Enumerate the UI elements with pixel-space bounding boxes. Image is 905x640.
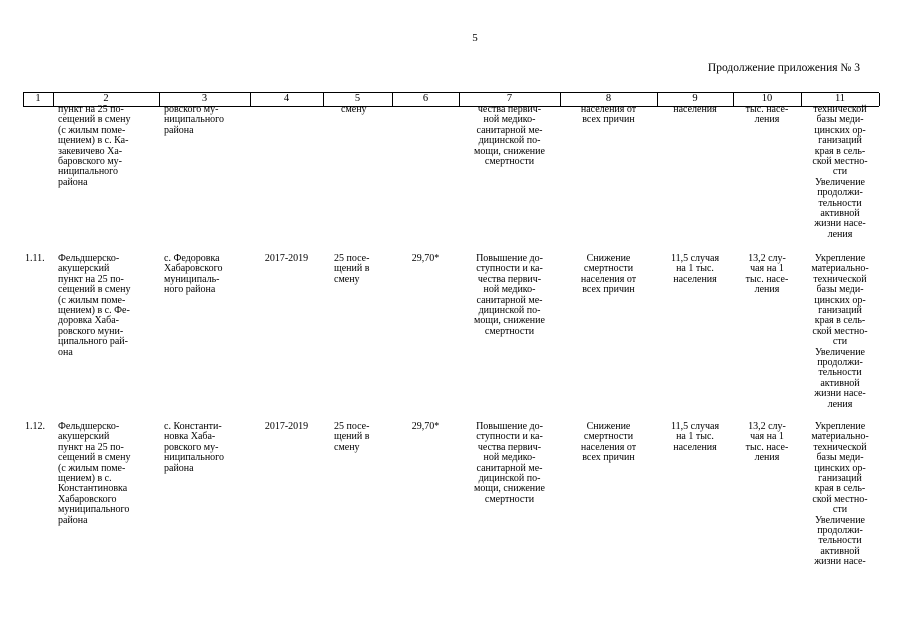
column-header-11: 11 xyxy=(834,93,846,104)
table-row-location: ровского му- ниципального района xyxy=(164,104,225,136)
column-header-1: 1 xyxy=(35,93,41,104)
table-row-location: с. Федоровка Хабаровского муниципаль- ного района xyxy=(164,253,223,296)
table-row-facility-name: пункт на 25 по- сещений в смену (с жилым поме- щением) в с. Ка- закевичево Ха- баровского му- ниципального района xyxy=(58,104,131,188)
table-row-effect: Снижение смертности населения от всех причин xyxy=(580,253,637,296)
table-row-facility-name: Фельдшерско- акушерский пункт на 25 по- сещений в смену (с жилым поме- щением) в с. Фе- доровка Хаба- ровского муни- ципального рай- она xyxy=(58,253,131,358)
page-number: 5 xyxy=(472,32,478,44)
table-row-effect: населения от всех причин xyxy=(580,104,637,126)
column-header-4: 4 xyxy=(283,93,290,104)
column-header-10: 10 xyxy=(761,93,773,104)
column-divider xyxy=(879,93,880,106)
column-header-6: 6 xyxy=(422,93,429,104)
column-header-7: 7 xyxy=(506,93,513,104)
table-row-result: технической базы меди- цинских ор- ганизаций края в сель- ской местно- сти Увеличение продолжи- тельности активной жизни насе- ления xyxy=(812,104,868,240)
table-row-years: 2017-2019 xyxy=(264,421,309,432)
column-header-9: 9 xyxy=(692,93,698,104)
column-header-5: 5 xyxy=(354,93,361,104)
table-row-indicator-2: 13,2 слу- чая на 1 тыс. насе- ления xyxy=(745,253,789,296)
table-row-capacity: смену xyxy=(341,104,367,115)
table-row-result: Укрепление материально- технической базы меди- цинских ор- ганизаций края в сель- ской местно- сти Увеличение продолжи- тельности активной жизни насе- xyxy=(811,421,869,568)
table-row-goal: чества первич- ной медико- санитарной ме- дицинской по- мощи, снижение смертности xyxy=(474,104,545,168)
table-row-years: 2017-2019 xyxy=(264,253,309,264)
table-row-facility-name: Фельдшерско- акушерский пункт на 25 по- сещений в смену (с жилым поме- щением) в с. Константиновка Хабаровского муниципального района xyxy=(58,421,131,526)
table-row-capacity: 25 посе- щений в смену xyxy=(334,421,370,453)
table-row-goal: Повышение до- ступности и ка- чества первич- ной медико- санитарной ме- дицинской по- мощи, снижение смертности xyxy=(474,421,545,505)
appendix-continuation-title: Продолжение приложения № 3 xyxy=(707,62,860,74)
table-row-number: 1.12. xyxy=(25,421,45,432)
table-row-indicator-2: тыс. насе- ления xyxy=(745,104,789,126)
column-header-3: 3 xyxy=(201,93,208,104)
table-row-capacity: 25 посе- щений в смену xyxy=(334,253,370,285)
table-row-location: с. Константи- новка Хаба- ровского му- ниципального района xyxy=(164,421,225,474)
column-header-8: 8 xyxy=(605,93,612,104)
table-row-cost: 29,70* xyxy=(411,253,440,264)
table-row-number: 1.11. xyxy=(25,253,45,264)
column-header-2: 2 xyxy=(103,93,109,104)
table-row-cost: 29,70* xyxy=(411,421,440,432)
table-row-indicator-2: 13,2 слу- чая на 1 тыс. насе- ления xyxy=(745,421,789,464)
table-row-goal: Повышение до- ступности и ка- чества первич- ной медико- санитарной ме- дицинской по- мощи, снижение смертности xyxy=(474,253,545,337)
table-row-indicator-1: 11,5 случая на 1 тыс. населения xyxy=(670,253,720,285)
table-row-indicator-1: населения xyxy=(673,104,717,115)
table-row-result: Укрепление материально- технической базы меди- цинских ор- ганизаций края в сель- ской местно- сти Увеличение продолжи- тельности активной жизни насе- ления xyxy=(811,253,869,410)
table-row-indicator-1: 11,5 случая на 1 тыс. населения xyxy=(670,421,720,453)
table-row-effect: Снижение смертности населения от всех причин xyxy=(580,421,637,464)
